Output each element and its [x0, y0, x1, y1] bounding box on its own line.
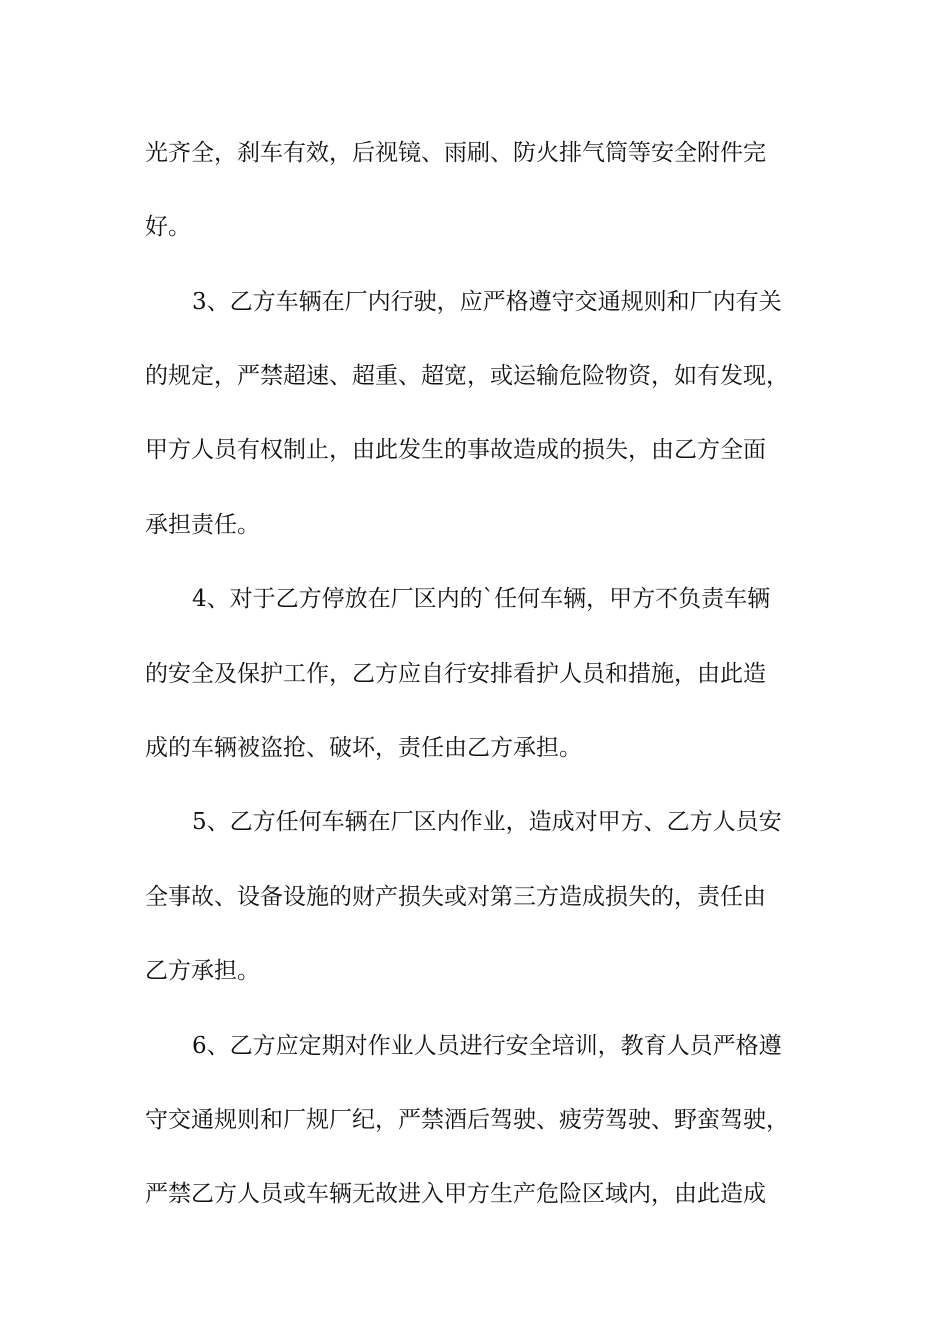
clause-6-line-2: 守交通规则和厂规厂纪，严禁酒后驾驶、疲劳驾驶、野蛮驾驶， — [145, 1107, 789, 1133]
clause-4-line-3: 成的车辆被盗抢、破坏，责任由乙方承担。 — [145, 735, 582, 761]
text-line-2: 好。 — [145, 214, 191, 240]
clause-5-line-3: 乙方承担。 — [145, 958, 260, 984]
clause-3-line-3: 甲方人员有权制止，由此发生的事故造成的损失，由乙方全面 — [145, 437, 766, 463]
clause-5-line-2: 全事故、设备设施的财产损失或对第三方造成损失的，责任由 — [145, 884, 766, 910]
clause-3-line-2: 的规定，严禁超速、超重、超宽，或运输危险物资，如有发现， — [145, 363, 789, 389]
clause-6-line-1: 6、乙方应定期对作业人员进行安全培训，教育人员严格遵 — [192, 1033, 782, 1059]
clause-4-line-2: 的安全及保护工作，乙方应自行安排看护人员和措施，由此造 — [145, 661, 766, 687]
clause-5-line-1: 5、乙方任何车辆在厂区内作业，造成对甲方、乙方人员安 — [192, 809, 782, 835]
clause-4-line-1: 4、对于乙方停放在厂区内的`任何车辆，甲方不负责车辆 — [192, 586, 771, 612]
clause-3-line-1: 3、乙方车辆在厂内行驶，应严格遵守交通规则和厂内有关 — [192, 289, 782, 315]
text-line-1: 光齐全，刹车有效，后视镜、雨刷、防火排气筒等安全附件完 — [145, 140, 766, 166]
clause-3-line-4: 承担责任。 — [145, 512, 260, 538]
clause-6-line-3: 严禁乙方人员或车辆无故进入甲方生产危险区域内，由此造成 — [145, 1181, 766, 1207]
